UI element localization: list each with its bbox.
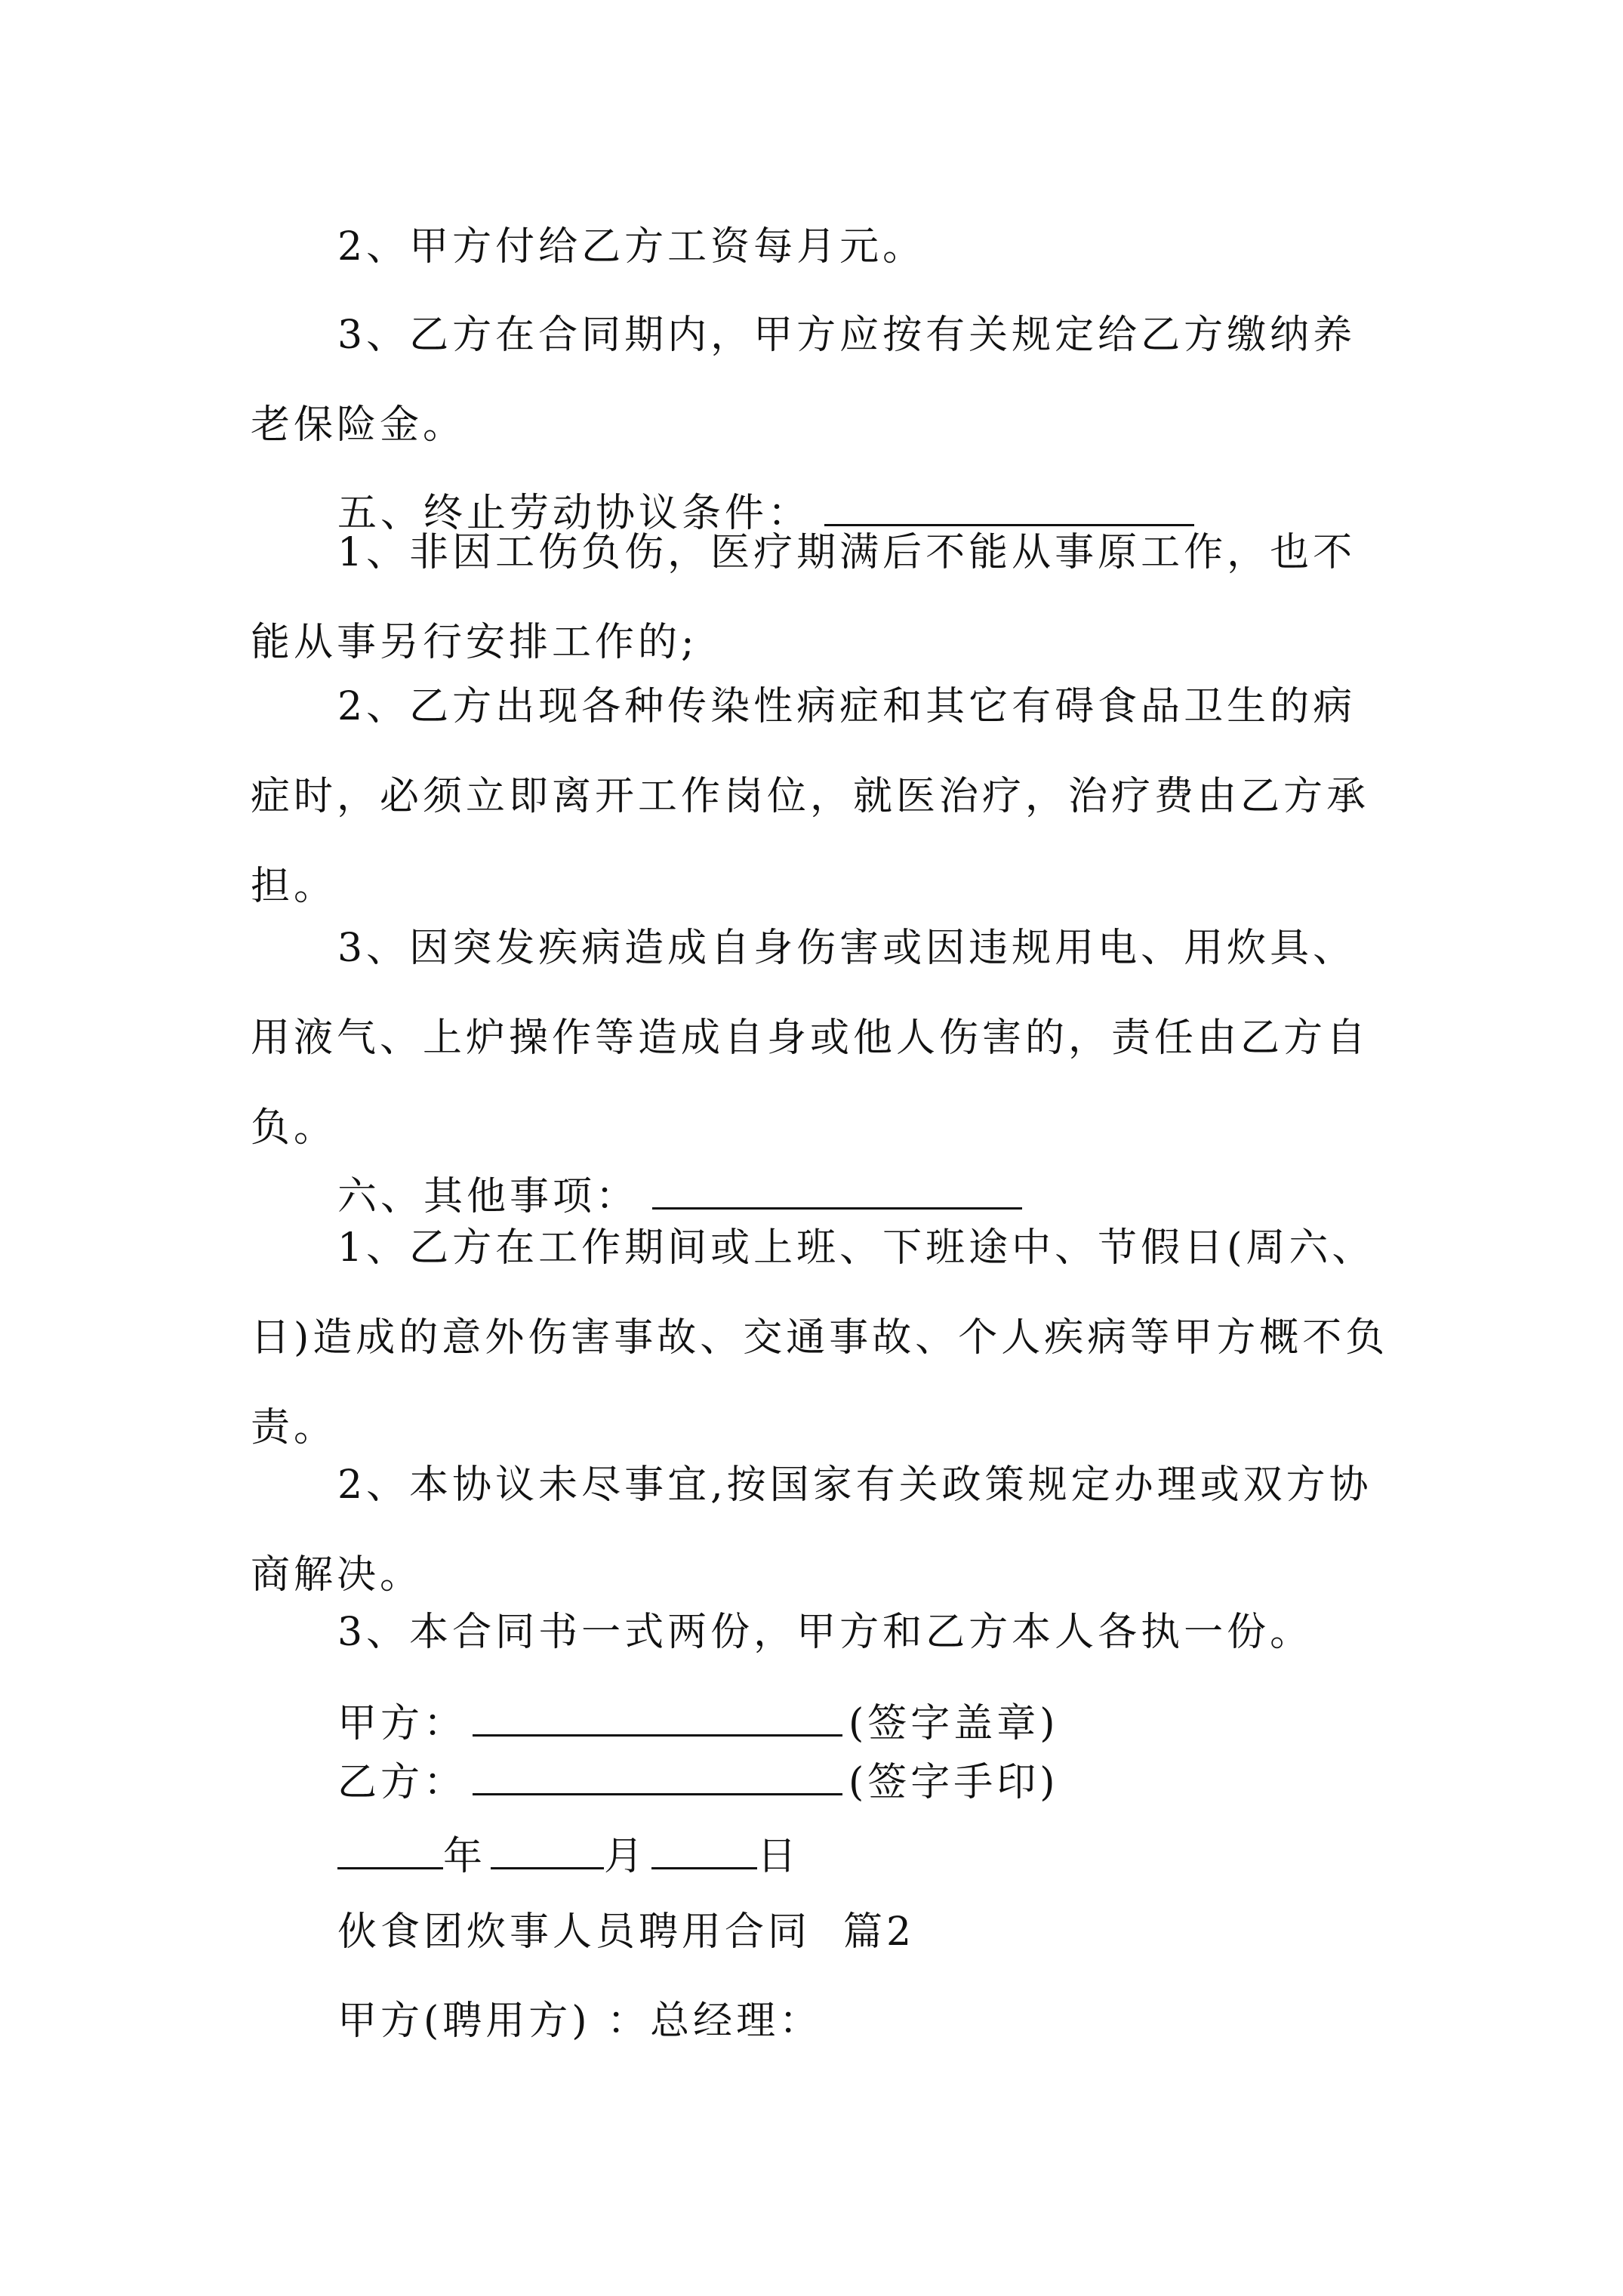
paragraph-accident: 3、因突发疾病造成自身伤害或因违规用电、用炊具、用液气、上炉操作等造成自身或他人伤害的，责任由乙方自负。	[251, 926, 1370, 1151]
paragraph-illness: 2、乙方出现各种传染性病症和其它有碍食品卫生的病症时，必须立即离开工作岗位，就医治疗，治疗费由乙方承担。	[251, 684, 1370, 909]
section-heading-text: 五、终止劳动协议条件：	[337, 491, 812, 536]
party-a-label: 甲方：	[337, 1701, 467, 1746]
party-b-label: 乙方：	[337, 1760, 467, 1805]
next-contract-party-a: 甲方(聘用方) ：总经理：	[337, 1999, 823, 2044]
next-contract-title: 伙食团炊事人员聘用合同 篇2	[337, 1909, 916, 1955]
signature-blank	[473, 1755, 842, 1795]
section-heading-text: 六、其他事项：	[337, 1174, 639, 1219]
month-blank	[491, 1829, 604, 1869]
day-blank	[651, 1829, 757, 1869]
paragraph-pension: 3、乙方在合同期内，甲方应按有关规定给乙方缴纳养老保险金。	[251, 313, 1357, 448]
date-year: 年	[443, 1834, 487, 1879]
year-blank	[337, 1829, 443, 1869]
party-a-note: (签字盖章)	[848, 1701, 1059, 1746]
paragraph-liability: 1、乙方在工作期间或上班、下班途中、节假日(周六、日)造成的意外伤害事故、交通事故、个人疾病等甲方概不负责。	[251, 1225, 1389, 1450]
paragraph-injury: 1、非因工伤负伤，医疗期满后不能从事原工作，也不能从事另行安排工作的;	[251, 530, 1357, 665]
paragraph-copies: 3、本合同书一式两份，甲方和乙方本人各执一份。	[337, 1610, 1313, 1655]
signature-blank	[473, 1697, 842, 1737]
party-b-note: (签字手印)	[848, 1760, 1059, 1805]
date-day: 日	[757, 1834, 801, 1879]
paragraph-unresolved: 2、本协议未尽事宜,按国家有关政策规定办理或双方协商解决。	[251, 1462, 1372, 1598]
date-month: 月	[604, 1834, 648, 1879]
paragraph-wage: 2、甲方付给乙方工资每月元。	[337, 224, 926, 270]
